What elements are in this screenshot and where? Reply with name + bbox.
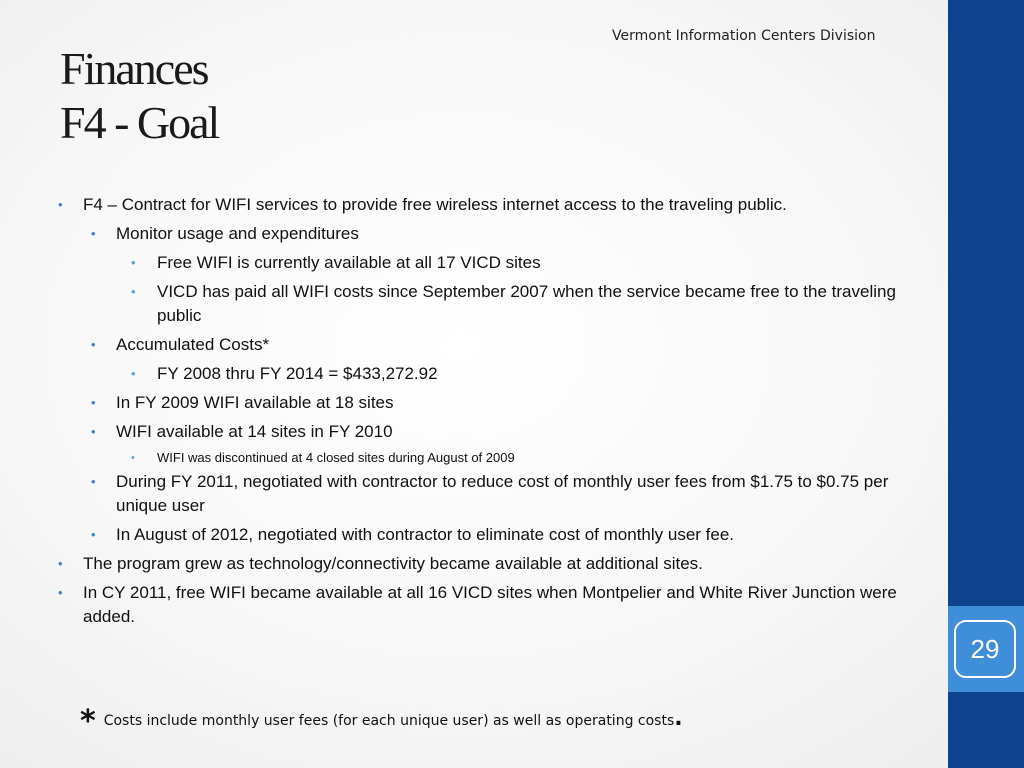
slide-title bbox=[60, 42, 218, 150]
bullet-item bbox=[58, 420, 938, 444]
bullet-text: WIFI available at 14 sites in FY 2010 bbox=[116, 422, 393, 441]
bullet-item bbox=[58, 581, 938, 629]
footnote-asterisk: * bbox=[80, 704, 96, 739]
footnote-text: Costs include monthly user fees (for each unique user) as well as operating costs bbox=[103, 713, 675, 729]
bullet-text: Monitor usage and expenditures bbox=[116, 224, 359, 243]
bullet-dot-icon: • bbox=[131, 284, 136, 299]
bullet-item bbox=[58, 193, 938, 217]
bullet-dot-icon: • bbox=[58, 197, 63, 212]
bullet-dot-icon: • bbox=[91, 337, 96, 352]
bullet-dot-icon: • bbox=[91, 424, 96, 439]
bullet-text: VICD has paid all WIFI costs since September 2007 when the service became free to the traveling public bbox=[157, 282, 896, 325]
bullet-item bbox=[58, 362, 938, 386]
bullet-dot-icon: • bbox=[91, 226, 96, 241]
title-line-2: F4 - Goal bbox=[60, 97, 219, 148]
bullet-text: In CY 2011, free WIFI became available at all 16 VICD sites when Montpelier and White River Junction were added. bbox=[83, 583, 897, 626]
bullet-dot-icon: • bbox=[131, 452, 135, 464]
title-line-1: Finances bbox=[60, 43, 208, 94]
bullet-item bbox=[58, 280, 938, 328]
bullet-text: F4 – Contract for WIFI services to provide free wireless internet access to the traveling public. bbox=[83, 195, 787, 214]
bullet-text: In August of 2012, negotiated with contractor to eliminate cost of monthly user fee. bbox=[116, 525, 735, 544]
bullet-text: In FY 2009 WIFI available at 18 sites bbox=[116, 393, 394, 412]
bullet-item bbox=[58, 523, 938, 547]
bullet-item bbox=[58, 552, 938, 576]
bullet-text: Accumulated Costs* bbox=[116, 335, 270, 354]
bullet-dot-icon: • bbox=[131, 366, 136, 381]
bullet-text: WIFI was discontinued at 4 closed sites during August of 2009 bbox=[157, 450, 515, 465]
bullet-dot-icon: • bbox=[91, 474, 96, 489]
slide-number: 29 bbox=[954, 620, 1016, 678]
bullet-text: The program grew as technology/connectivity became available at additional sites. bbox=[83, 554, 703, 573]
bullet-list bbox=[58, 193, 938, 634]
bullet-item bbox=[58, 222, 938, 246]
bullet-text: FY 2008 thru FY 2014 = $433,272.92 bbox=[157, 364, 438, 383]
footnote bbox=[80, 704, 683, 739]
footnote-period: . bbox=[674, 706, 683, 731]
bullet-item bbox=[58, 333, 938, 357]
bullet-item bbox=[58, 449, 938, 467]
bullet-dot-icon: • bbox=[91, 395, 96, 410]
bullet-dot-icon: • bbox=[58, 556, 63, 571]
bullet-item bbox=[58, 251, 938, 275]
bullet-dot-icon: • bbox=[58, 585, 63, 600]
bullet-dot-icon: • bbox=[91, 527, 96, 542]
bullet-text: Free WIFI is currently available at all 17 VICD sites bbox=[157, 253, 541, 272]
bullet-item bbox=[58, 391, 938, 415]
bullet-text: During FY 2011, negotiated with contractor to reduce cost of monthly user fees from $1.75 to $0.75 per unique user bbox=[116, 472, 889, 515]
bullet-item bbox=[58, 470, 938, 518]
bullet-dot-icon: • bbox=[131, 255, 136, 270]
division-name: Vermont Information Centers Division bbox=[612, 28, 876, 44]
